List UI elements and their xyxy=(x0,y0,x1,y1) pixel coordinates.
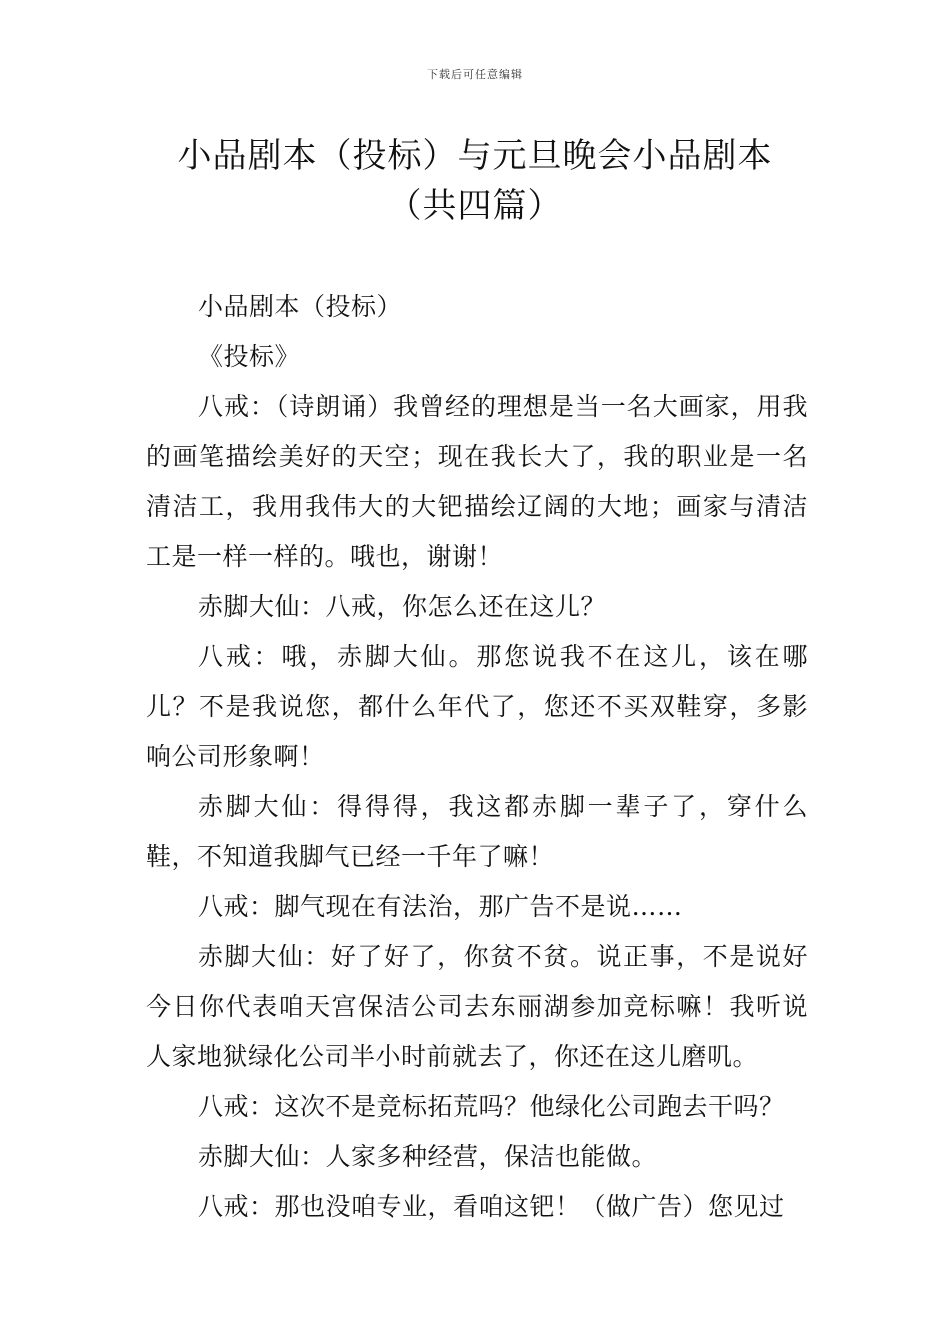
paragraph-dialogue: 八戒：脚气现在有法治，那广告不是说…… xyxy=(198,892,683,921)
paragraph-play-title: 《投标》 xyxy=(198,342,301,371)
paragraph-dialogue: 赤脚大仙：好了好了，你贫不贫。说正事，不是说好今日你代表咱天宫保洁公司去东丽湖参加竞标嘛！我听说人家地狱绿化公司半小时前就去了，你还在这儿磨叽。 xyxy=(146,942,808,1071)
paragraph-subtitle: 小品剧本（投标） xyxy=(198,292,403,321)
document-title-line-1: 小品剧本（投标）与元旦晚会小品剧本 xyxy=(177,136,773,176)
document-title-line-2: （共四篇） xyxy=(387,186,563,226)
paragraph-dialogue: 赤脚大仙：人家多种经营，保洁也能做。 xyxy=(198,1142,658,1171)
paragraph-dialogue: 八戒：（诗朗诵）我曾经的理想是当一名大画家，用我的画笔描绘美好的天空；现在我长大了，我的职业是一名清洁工，我用我伟大的大钯描绘辽阔的大地；画家与清洁工是一样一样的。哦也，谢谢！ xyxy=(146,392,808,571)
paragraph-dialogue: 赤脚大仙：得得得，我这都赤脚一辈子了，穿什么鞋，不知道我脚气已经一千年了嘛！ xyxy=(146,792,808,871)
document-body xyxy=(146,282,808,1232)
paragraph-dialogue: 八戒：哦，赤脚大仙。那您说我不在这儿，该在哪儿？不是我说您，都什么年代了，您还不买双鞋穿，多影响公司形象啊！ xyxy=(146,642,808,771)
paragraph-dialogue: 赤脚大仙：八戒，你怎么还在这儿？ xyxy=(198,592,607,621)
paragraph-dialogue: 八戒：这次不是竞标拓荒吗？他绿化公司跑去干吗？ xyxy=(198,1092,785,1121)
paragraph-dialogue: 八戒：那也没咱专业，看咱这钯！（做广告）您见过 xyxy=(198,1192,785,1221)
page-header-note: 下载后可任意编辑 xyxy=(427,68,523,81)
